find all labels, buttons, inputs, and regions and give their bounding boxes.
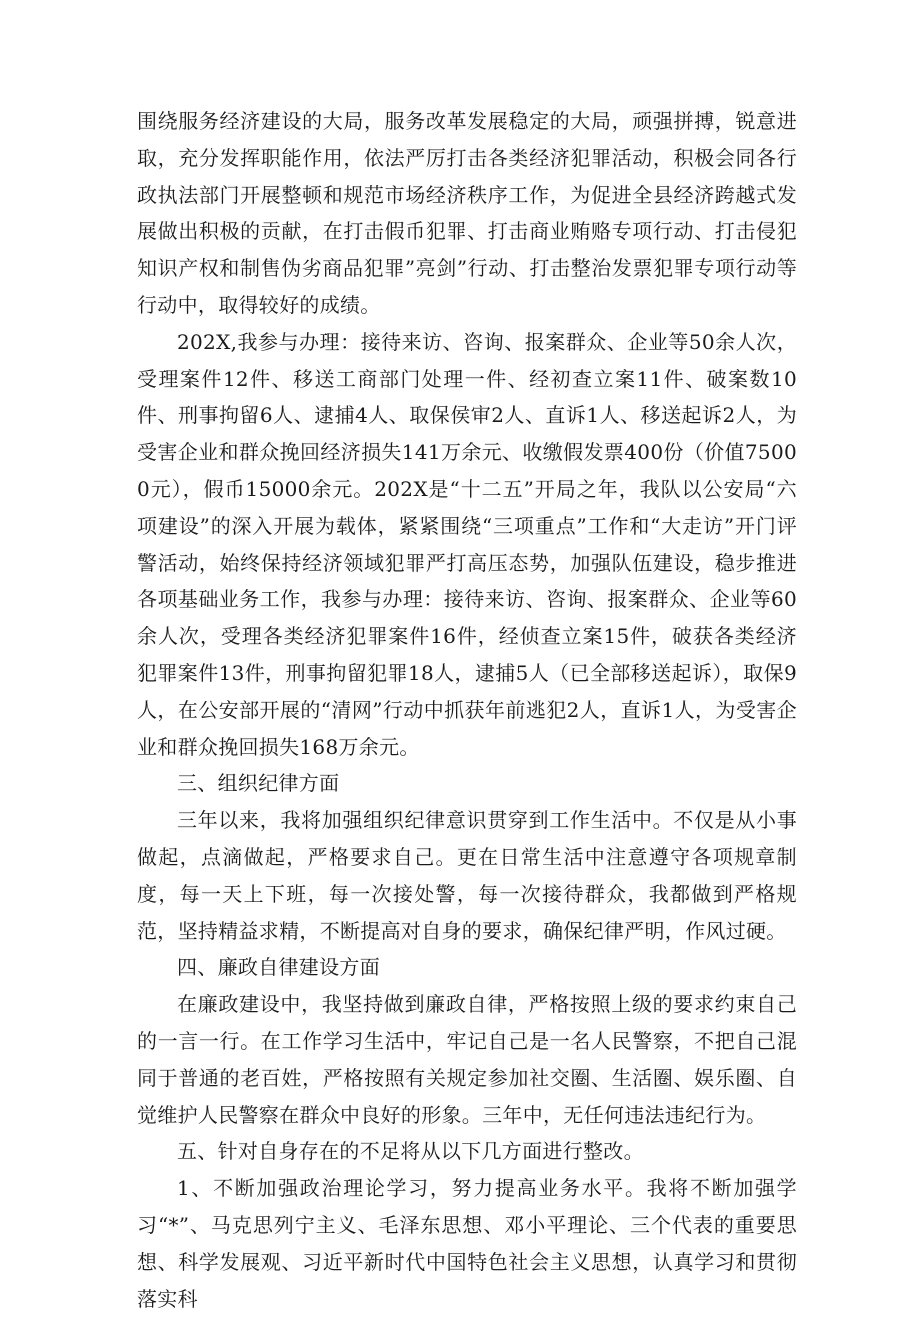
paragraph-improvement-1: 1、不断加强政治理论学习，努力提高业务水平。我将不断加强学习“*”、马克思列宁主义、毛泽东思想、邓小平理论、三个代表的重要思想、科学发展观、习近平新时代中国特色社会主义思想，认真学习和贯彻落实科 — [137, 1176, 797, 1311]
section-heading-discipline: 三、组织纪律方面 — [177, 771, 340, 796]
section-heading-integrity: 四、廉政自律建设方面 — [177, 955, 380, 980]
document-body — [137, 103, 797, 1317]
paragraph-continuation: 围绕服务经济建设的大局，服务改革发展稳定的大局，顽强拼搏，锐意进取，充分发挥职能作用，依法严厉打击各类经济犯罪活动，积极会同各行政执法部门开展整顿和规范市场经济秩序工作，为促进全县经济跨越式发展做出积极的贡献，在打击假币犯罪、打击商业贿赂专项行动、打击侵犯知识产权和制售伪劣商品犯罪”亮剑”行动、打击整治发票犯罪专项行动等行动中，取得较好的成绩。 — [137, 109, 797, 317]
paragraph-integrity: 在廉政建设中，我坚持做到廉政自律，严格按照上级的要求约束自己的一言一行。在工作学习生活中，牢记自己是一名人民警察，不把自己混同于普通的老百姓，严格按照有关规定参加社交圈、生活圈、娱乐圈、自觉维护人民警察在群众中良好的形象。三年中，无任何违法违纪行为。 — [137, 992, 797, 1127]
section-heading-improvement: 五、针对自身存在的不足将从以下几方面进行整改。 — [177, 1139, 644, 1164]
paragraph-discipline: 三年以来，我将加强组织纪律意识贯穿到工作生活中。不仅是从小事做起，点滴做起，严格要求自己。更在日常生活中注意遵守各项规章制度，每一天上下班，每一次接处警，每一次接待群众，我都做到严格规范，坚持精益求精，不断提高对自身的要求，确保纪律严明，作风过硬。 — [137, 808, 797, 943]
paragraph-case-stats: 202X,我参与办理：接待来访、咨询、报案群众、企业等50余人次，受理案件12件、移送工商部门处理一件、经初查立案11件、破案数10件、刑事拘留6人、逮捕4人、取保侯审2人、直诉1人、移送起诉2人，为受害企业和群众挽回经济损失141万余元、收缴假发票400份（价值75000元），假币15000余元。202X是“十二五”开局之年，我队以公安局“六项建设”的深入开展为载体，紧紧围绕“三项重点”工作和“大走访”开门评警活动，始终保持经济领域犯罪严打高压态势，加强队伍建设，稳步推进各项基础业务工作，我参与办理：接待来访、咨询、报案群众、企业等60余人次，受理各类经济犯罪案件16件，经侦查立案15件，破获各类经济犯罪案件13件，刑事拘留犯罪18人，逮捕5人（已全部移送起诉），取保9人，在公安部开展的“清网”行动中抓获年前逃犯2人，直诉1人，为受害企业和群众挽回损失168万余元。 — [137, 329, 797, 759]
